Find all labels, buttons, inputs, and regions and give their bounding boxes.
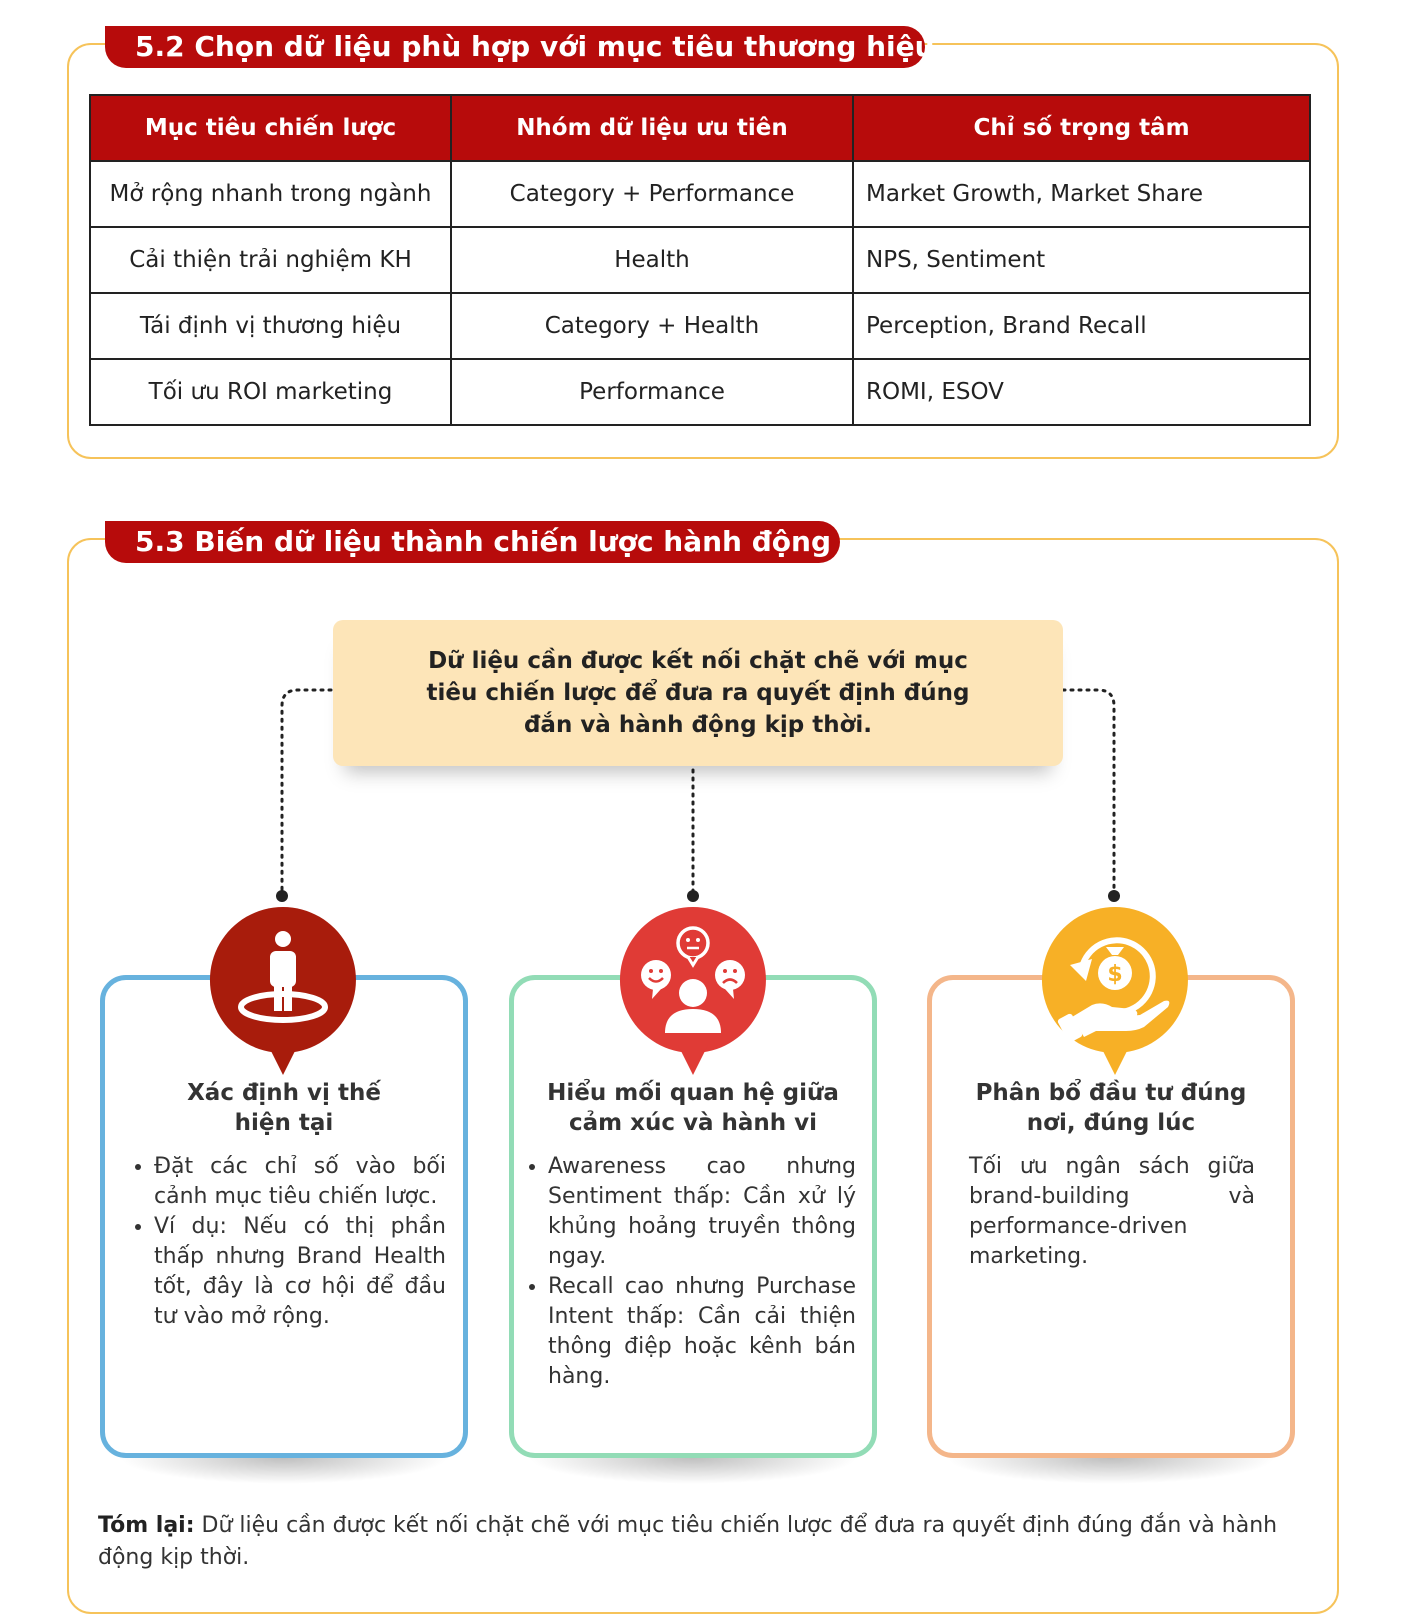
- card-body-text: Tối ưu ngân sách giữa brand-building và performance-driven marketing.: [969, 1154, 1255, 1269]
- list-item: • Awareness cao nhưng Sentiment thấp: Cần xử lý khủng hoảng truyền thông ngay.: [548, 1152, 856, 1272]
- table-header-cell: Mục tiêu chiến lược: [90, 95, 451, 161]
- table-cell: Market Growth, Market Share: [853, 161, 1310, 227]
- card-shadow: [946, 1458, 1276, 1484]
- card-title: Phân bổ đầu tư đúng nơi, đúng lúc: [975, 1080, 1247, 1136]
- table-cell: Tối ưu ROI marketing: [90, 359, 451, 425]
- svg-text:$: $: [1107, 962, 1123, 987]
- card-shadow: [119, 1458, 449, 1484]
- table-header-cell: Chỉ số trọng tâm: [853, 95, 1310, 161]
- table-header-cell: Nhóm dữ liệu ưu tiên: [451, 95, 853, 161]
- table-cell: Perception, Brand Recall: [853, 293, 1310, 359]
- table-cell: Category + Performance: [451, 161, 853, 227]
- emotions-person-icon: [618, 905, 768, 1079]
- table-cell: ROMI, ESOV: [853, 359, 1310, 425]
- table-cell: NPS, Sentiment: [853, 227, 1310, 293]
- card-body: [522, 1152, 856, 1392]
- table-cell: Health: [451, 227, 853, 293]
- table-cell: Performance: [451, 359, 853, 425]
- section-5-3-title: 5.3 Biến dữ liệu thành chiến lược hành động: [105, 521, 840, 563]
- table-cell: Mở rộng nhanh trong ngành: [90, 161, 451, 227]
- table-cell: Category + Health: [451, 293, 853, 359]
- card-body: [128, 1152, 446, 1332]
- card-shadow: [528, 1458, 858, 1484]
- table-cell: Cải thiện trải nghiệm KH: [90, 227, 451, 293]
- summary-label: Tóm lại:: [98, 1513, 195, 1538]
- table-cell: Tái định vị thương hiệu: [90, 293, 451, 359]
- card-title: Hiểu mối quan hệ giữa cảm xúc và hành vi: [547, 1080, 839, 1136]
- person-target-icon: [208, 905, 358, 1079]
- money-hand-icon: [1040, 905, 1190, 1079]
- summary-body: Dữ liệu cần được kết nối chặt chẽ với mục tiêu chiến lược để đưa ra quyết định đúng đắn và hành động kịp thời.: [98, 1513, 1278, 1570]
- list-item: • Đặt các chỉ số vào bối cảnh mục tiêu chiến lược.: [154, 1152, 446, 1212]
- list-item: • Ví dụ: Nếu có thị phần thấp nhưng Brand Health tốt, đây là cơ hội để đầu tư vào mở rộng.: [154, 1212, 446, 1332]
- key-message-callout: Dữ liệu cần được kết nối chặt chẽ với mục tiêu chiến lược để đưa ra quyết định đúng đắn và hành động kịp thời.: [333, 620, 1063, 766]
- card-title: Xác định vị thế hiện tại: [187, 1080, 381, 1136]
- section-5-2-title: 5.2 Chọn dữ liệu phù hợp với mục tiêu thương hiệu: [105, 26, 925, 68]
- list-item: • Recall cao nhưng Purchase Intent thấp: Cần cải thiện thông điệp hoặc kênh bán hàng.: [548, 1272, 856, 1392]
- summary-text: [98, 1510, 1308, 1574]
